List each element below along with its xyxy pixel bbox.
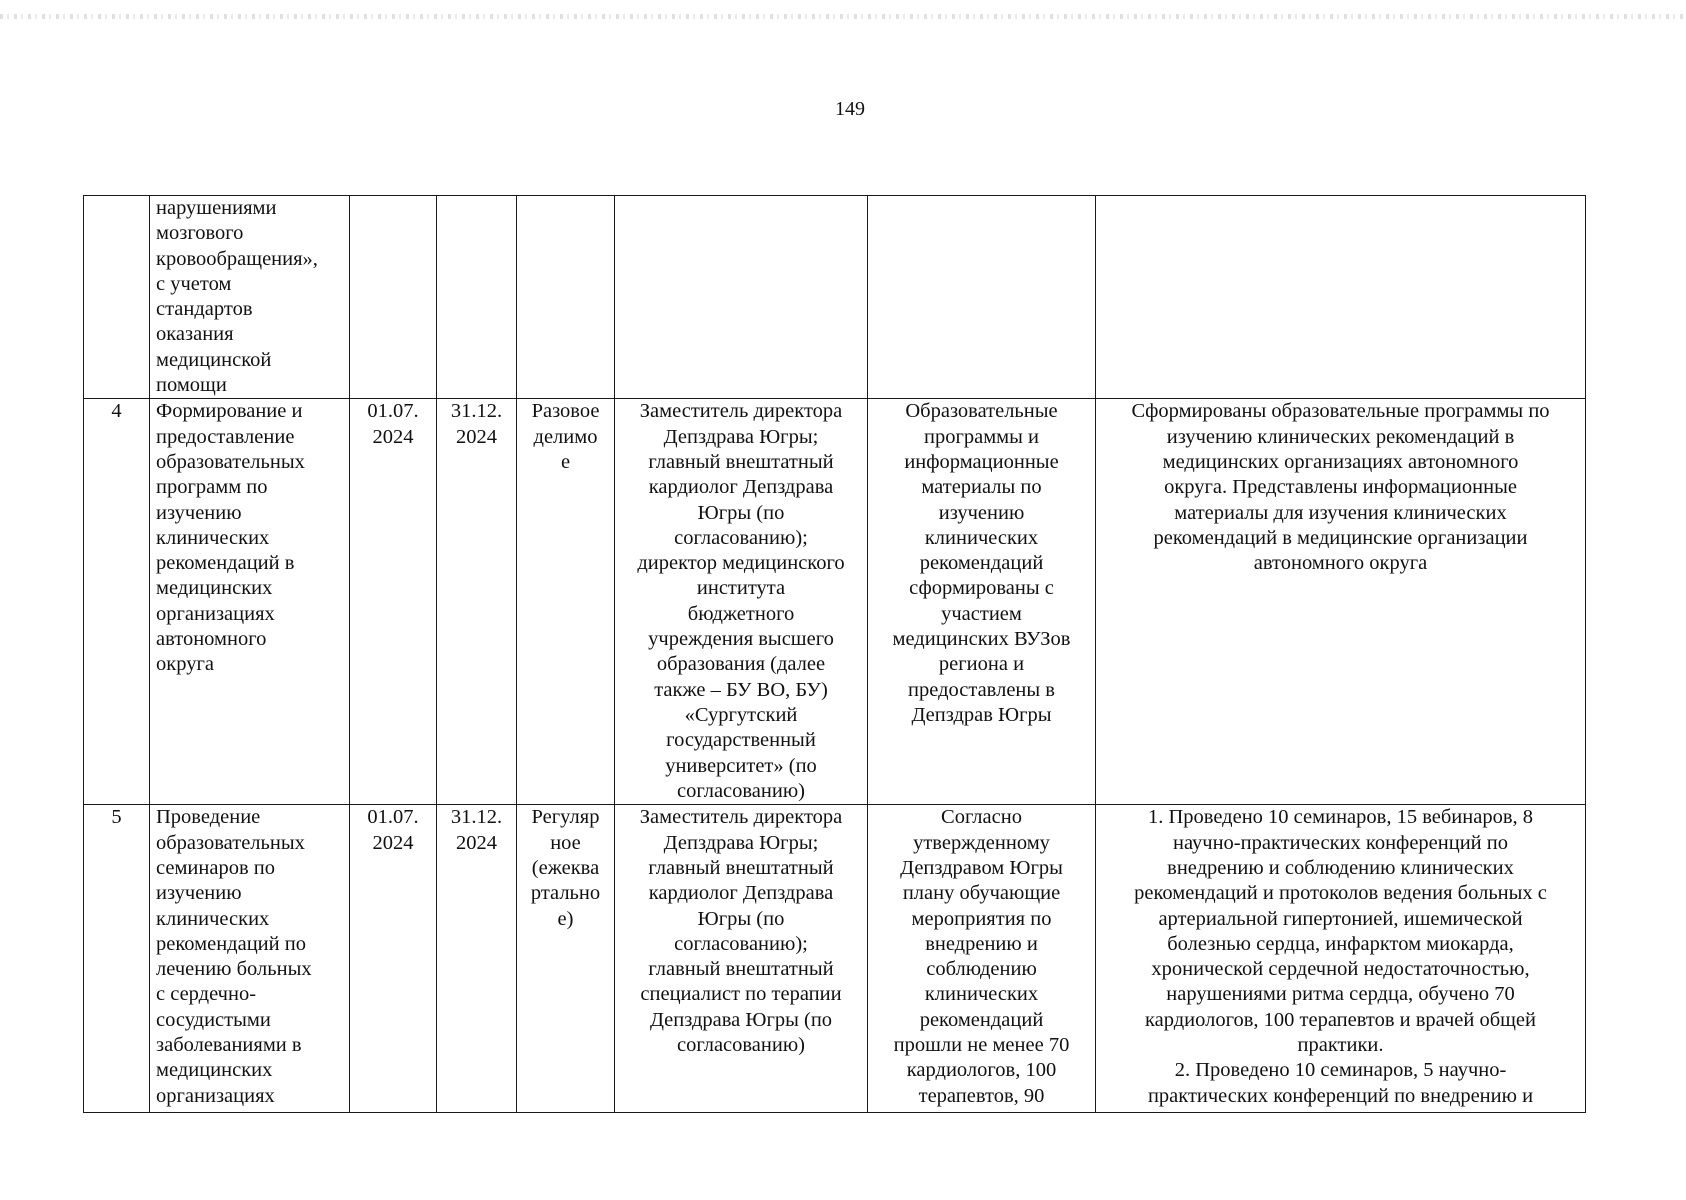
expected-result-cell xyxy=(868,196,1096,399)
start-date-cell xyxy=(350,805,437,1113)
table-row xyxy=(84,196,1586,399)
start-date-text: 01.07. 2024 xyxy=(367,400,419,448)
responsible-text: Заместитель директора Депздрава Югры; главный внештатный кардиолог Депздрава Югры (по согласованию); главный внештатный специалист по терапии Депздрава Югры (по согласованию) xyxy=(639,806,843,1057)
end-date-text: 31.12. 2024 xyxy=(450,400,503,448)
responsible-cell xyxy=(615,805,868,1113)
table-row xyxy=(84,399,1586,805)
expected-result-text: Образовательные программы и информационные материалы по изучению клинических рекомендаций сформированы с участием медицинских ВУЗов региона и предоставлены в Депздрав Югры xyxy=(892,400,1071,726)
activity-type-cell xyxy=(517,196,615,399)
start-date-text: 01.07. 2024 xyxy=(367,806,419,854)
activity-name-cell xyxy=(150,196,350,399)
end-date-cell xyxy=(437,399,517,805)
activity-name-cell xyxy=(150,399,350,805)
activity-name-text: нарушениями мозгового кровообращения», с учетом стандартов оказания медицинской помощи xyxy=(156,197,318,397)
expected-result-cell xyxy=(868,805,1096,1113)
expected-result-cell xyxy=(868,399,1096,805)
activity-type-cell xyxy=(517,805,615,1113)
end-date-cell xyxy=(437,196,517,399)
activity-type-text: Разовое делимо е xyxy=(531,400,600,473)
activity-name-cell xyxy=(150,805,350,1113)
end-date-cell xyxy=(437,805,517,1113)
action-plan-table xyxy=(83,195,1586,1113)
table-row xyxy=(84,805,1586,1113)
responsible-cell xyxy=(615,196,868,399)
outcome-text: Сформированы образовательные программы по изучению клинических рекомендаций в медицинских организациях автономного округа. Представлены информационные материалы для изучения клинических рекомендаций в медицинские организации автономного округа xyxy=(1131,400,1550,575)
start-date-cell xyxy=(350,196,437,399)
activity-name-text: Формирование и предоставление образовательных программ по изучению клинических рекомендаций в медицинских организациях автономного округа xyxy=(156,400,305,676)
row-number-cell: 4 xyxy=(84,399,150,805)
outcome-cell xyxy=(1096,805,1586,1113)
page-number: 149 xyxy=(835,98,865,120)
row-number-cell: 5 xyxy=(84,805,150,1113)
responsible-text: Заместитель директора Депздрава Югры; главный внештатный кардиолог Депздрава Югры (по согласованию); директор медицинского института бюджетного учреждения высшего образования (далее также – БУ ВО, БУ) «Сургутский государственный университет» (по согласованию) xyxy=(637,400,845,802)
outcome-cell xyxy=(1096,399,1586,805)
outcome-text: 1. Проведено 10 семинаров, 15 вебинаров, 8 научно-практических конференций по внедрению и соблюдению клинических рекомендаций и протоколов ведения больных с артериальной гипертонией, ишемической болезнью сердца, инфарктом миокарда, хронической сердечной недостаточностью, нарушениями ритма сердца, обучено 70 кардиологов, 100 терапевтов и врачей общей практики. 2. Проведено 10 семинаров, 5 научно- практических конференций по внедрению и xyxy=(1134,806,1547,1107)
outcome-cell xyxy=(1096,196,1586,399)
start-date-cell xyxy=(350,399,437,805)
row-number-cell xyxy=(84,196,150,399)
scan-edge-artifact xyxy=(0,14,1686,19)
responsible-cell xyxy=(615,399,868,805)
activity-name-text: Проведение образовательных семинаров по изучению клинических рекомендаций по лечению больных с сердечно- сосудистыми заболеваниями в медицинских организациях xyxy=(156,806,312,1107)
end-date-text: 31.12. 2024 xyxy=(450,806,503,854)
expected-result-text: Согласно утвержденному Депздравом Югры плану обучающие мероприятия по внедрению и соблюдению клинических рекомендаций прошли не менее 70 кардиологов, 100 терапевтов, 90 xyxy=(893,806,1070,1107)
activity-type-cell xyxy=(517,399,615,805)
activity-type-text: Регуляр ное (ежеква ртально е) xyxy=(530,806,601,930)
